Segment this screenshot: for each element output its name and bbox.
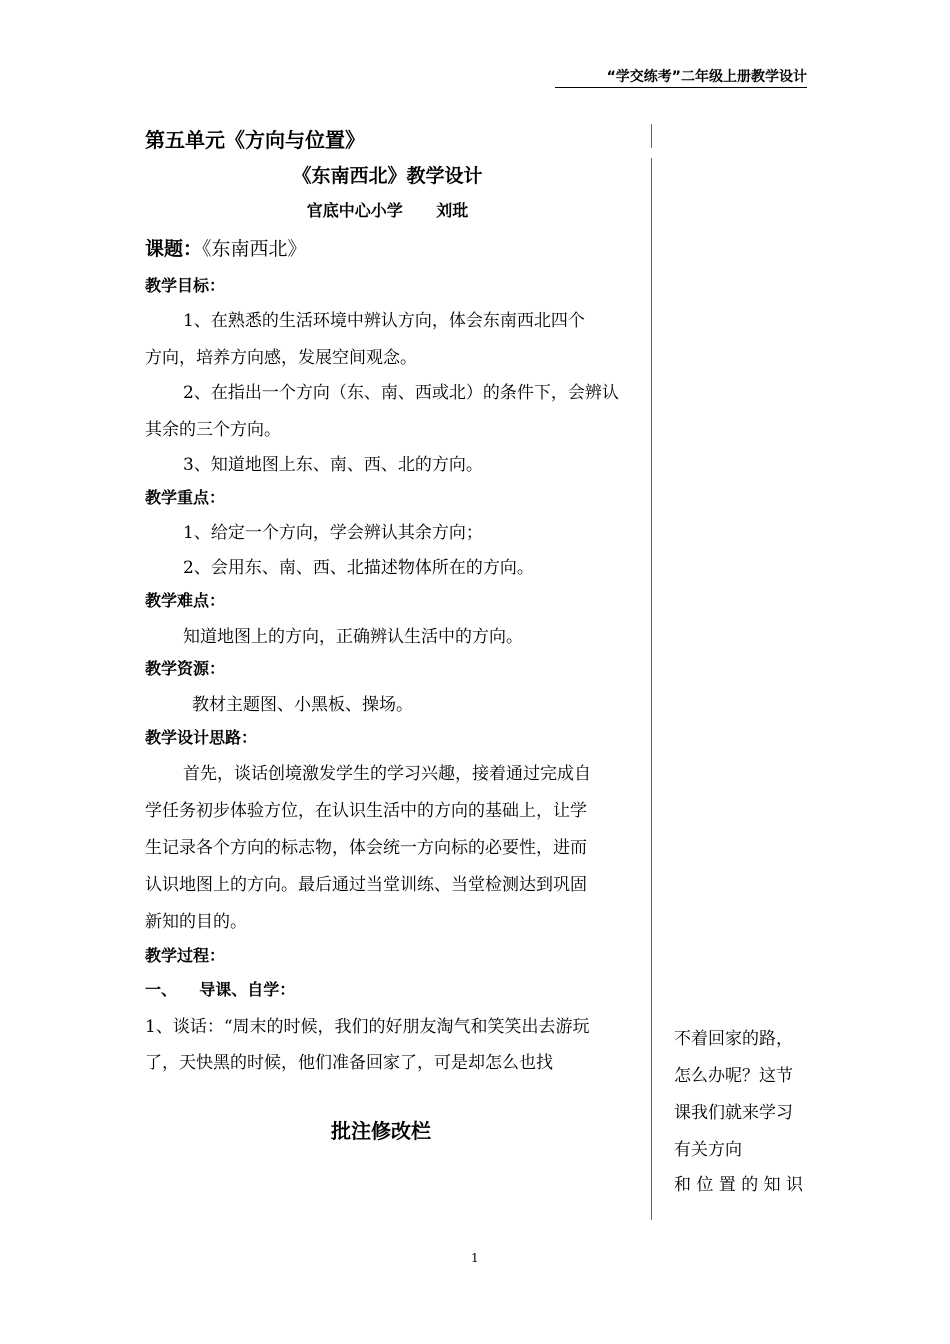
objectives-line: 方向，培养方向感，发展空间观念。	[145, 348, 417, 368]
design-line: 学任务初步体验方位，在认识生活中的方向的基础上，让学	[145, 801, 587, 821]
resources-heading: 教学资源：	[145, 659, 226, 678]
header-underline	[555, 87, 807, 88]
topic-label: 课题：	[145, 238, 203, 260]
design-line: 生记录各个方向的标志物，体会统一方向标的必要性，进而	[145, 838, 587, 858]
objectives-line: 其余的三个方向。	[145, 420, 281, 440]
objectives-heading: 教学目标：	[145, 276, 226, 295]
design-line: 认识地图上的方向。最后通过当堂训练、当堂检测达到巩固	[145, 875, 587, 895]
side-note-line: 有关方向	[674, 1140, 742, 1160]
side-note-line: 不着回家的路，	[674, 1029, 793, 1049]
unit-title: 第五单元《方向与位置》	[145, 128, 365, 152]
side-note-line: 课我们就来学习	[674, 1103, 793, 1123]
design-heading: 教学设计思路：	[145, 728, 258, 747]
topic-line	[145, 234, 307, 261]
process-heading: 教学过程：	[145, 946, 226, 965]
page-number: 1	[471, 1251, 479, 1265]
column-divider	[651, 158, 652, 1220]
difficulties-heading: 教学难点：	[145, 591, 226, 610]
key-points-heading: 教学重点：	[145, 488, 226, 507]
lesson-title: 《东南西北》教学设计	[292, 165, 483, 187]
topic-value: 《东南西北》	[202, 238, 307, 260]
key-points-line: 2、会用东、南、西、北描述物体所在的方向。	[183, 558, 534, 578]
key-points-line: 1、给定一个方向，学会辨认其余方向；	[183, 523, 483, 543]
objectives-line: 1、在熟悉的生活环境中辨认方向，体会东南西北四个	[183, 311, 585, 331]
process-step-heading: 一、 导课、自学：	[145, 980, 296, 999]
objectives-line: 2、在指出一个方向（东、南、西或北）的条件下，会辨认	[183, 383, 619, 403]
difficulties-line: 知道地图上的方向，正确辨认生活中的方向。	[183, 627, 523, 647]
design-line: 首先，谈话创境激发学生的学习兴趣，接着通过完成自	[183, 764, 591, 784]
resources-line: 教材主题图、小黑板、操场。	[192, 695, 413, 715]
design-line: 新知的目的。	[145, 912, 247, 932]
side-note-line: 和 位 置 的 知 识	[674, 1175, 804, 1195]
process-line: 了，天快黑的时候，他们准备回家了，可是却怎么也找	[145, 1053, 553, 1073]
objectives-line: 3、知道地图上东、南、西、北的方向。	[183, 455, 483, 475]
header-title: “学交练考”二年级上册教学设计	[606, 69, 807, 85]
author-line: 官底中心小学 刘玭	[306, 201, 469, 220]
process-line: 1、谈话：“周末的时候，我们的好朋友淘气和笑笑出去游玩	[145, 1017, 590, 1037]
side-note-line: 怎么办呢？这节	[674, 1066, 793, 1086]
annotation-column-title: 批注修改栏	[331, 1119, 431, 1143]
column-divider-top	[651, 124, 652, 148]
